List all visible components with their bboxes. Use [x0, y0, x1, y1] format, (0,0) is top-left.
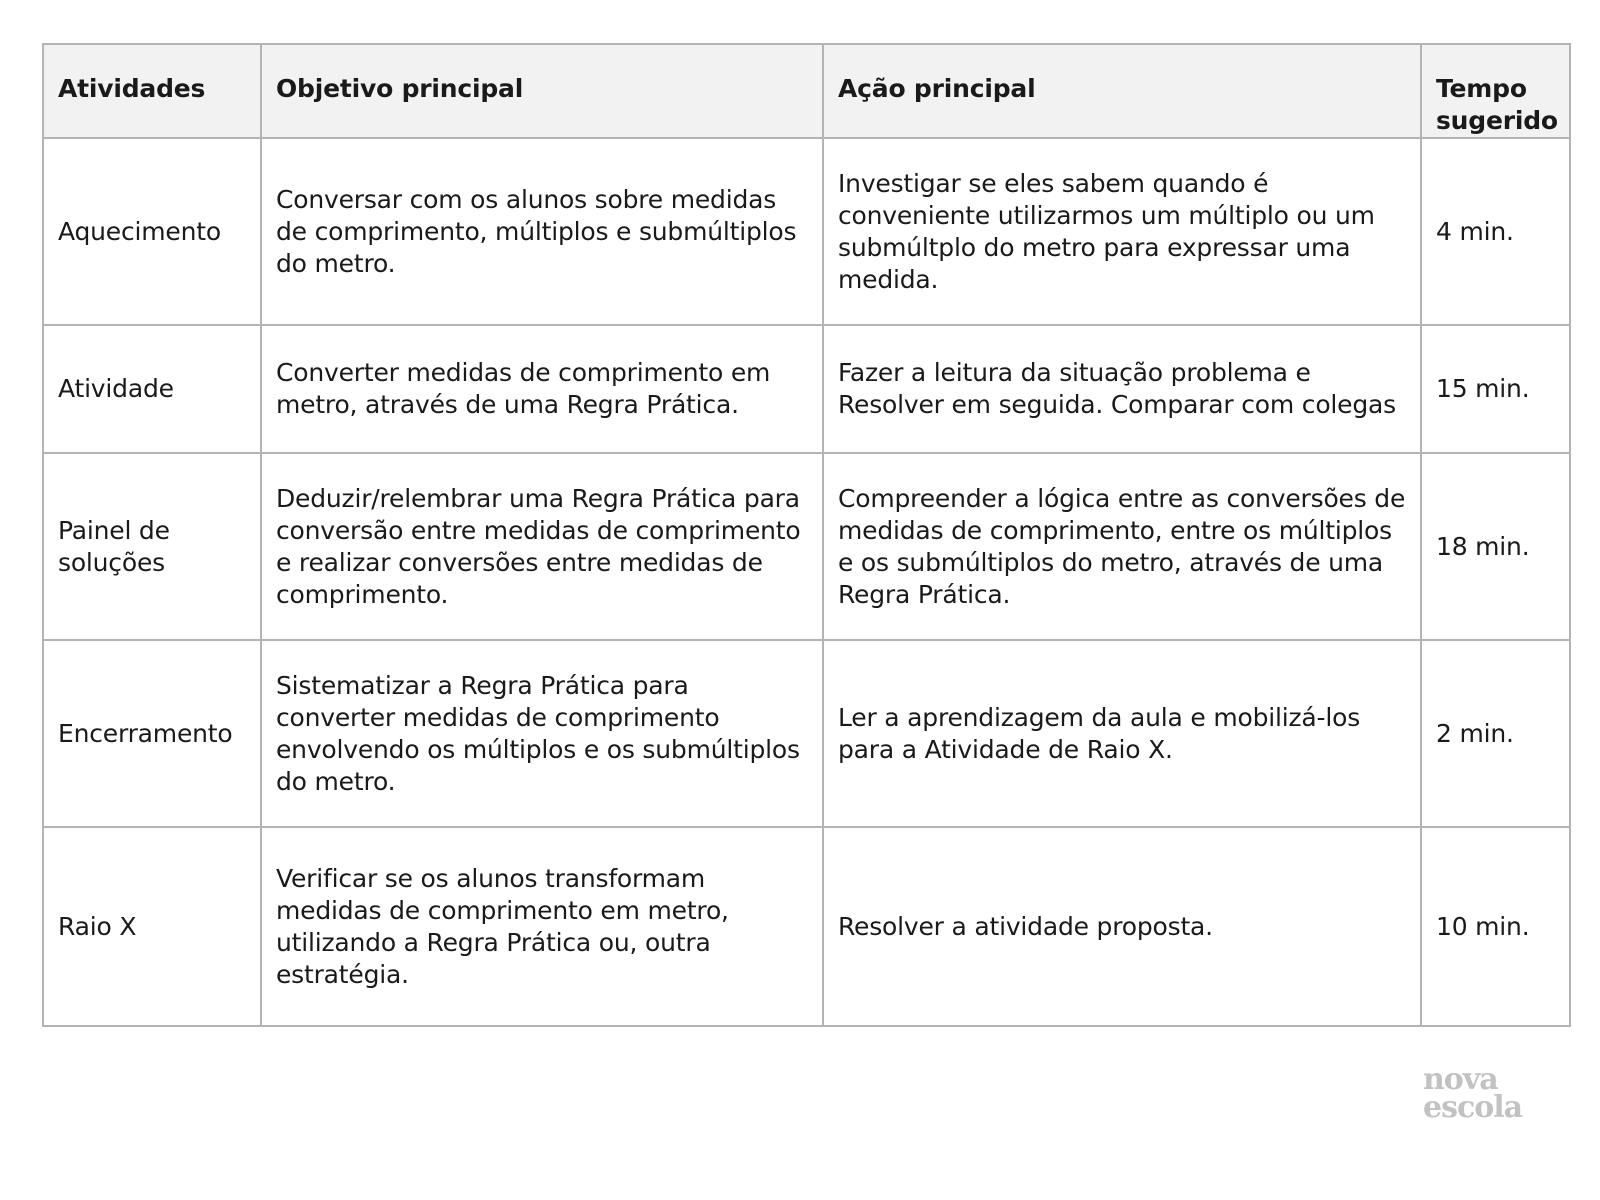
cell-objetivo: Converter medidas de comprimento em metro, através de uma Regra Prática. — [261, 325, 823, 453]
cell-acao: Ler a aprendizagem da aula e mobilizá-los para a Atividade de Raio X. — [823, 640, 1421, 827]
table-row — [43, 325, 1570, 453]
logo-line-2: escola — [1423, 1090, 1523, 1125]
nova-escola-logo — [1423, 1062, 1523, 1125]
logo-line-1: nova — [1423, 1062, 1498, 1097]
cell-atividade: Raio X — [43, 827, 261, 1026]
cell-atividade: Painel de soluções — [43, 453, 261, 640]
cell-objetivo: Verificar se os alunos transformam medidas de comprimento em metro, utilizando a Regra Prática ou, outra estratégia. — [261, 827, 823, 1026]
cell-tempo: 4 min. — [1421, 138, 1570, 325]
cell-objetivo: Sistematizar a Regra Prática para converter medidas de comprimento envolvendo os múltiplos e os submúltiplos do metro. — [261, 640, 823, 827]
cell-objetivo: Conversar com os alunos sobre medidas de comprimento, múltiplos e submúltiplos do metro. — [261, 138, 823, 325]
cell-atividade: Atividade — [43, 325, 261, 453]
cell-tempo: 2 min. — [1421, 640, 1570, 827]
cell-acao: Compreender a lógica entre as conversões de medidas de comprimento, entre os múltiplos e os submúltiplos do metro, através de uma Regra Prática. — [823, 453, 1421, 640]
table-row — [43, 640, 1570, 827]
cell-acao: Fazer a leitura da situação problema e Resolver em seguida. Comparar com colegas — [823, 325, 1421, 453]
header-atividades: Atividades — [43, 44, 261, 138]
header-objetivo-principal: Objetivo principal — [261, 44, 823, 138]
cell-tempo: 18 min. — [1421, 453, 1570, 640]
cell-atividade: Aquecimento — [43, 138, 261, 325]
cell-atividade: Encerramento — [43, 640, 261, 827]
header-acao-principal: Ação principal — [823, 44, 1421, 138]
table-row — [43, 453, 1570, 640]
header-tempo-sugerido: Tempo sugerido — [1421, 44, 1570, 138]
table-row — [43, 827, 1570, 1026]
cell-acao: Resolver a atividade proposta. — [823, 827, 1421, 1026]
cell-acao: Investigar se eles sabem quando é conveniente utilizarmos um múltiplo ou um submúltplo do metro para expressar uma medida. — [823, 138, 1421, 325]
table-row — [43, 138, 1570, 325]
table-header-row — [43, 44, 1570, 138]
cell-tempo: 10 min. — [1421, 827, 1570, 1026]
cell-objetivo: Deduzir/relembrar uma Regra Prática para conversão entre medidas de comprimento e realizar conversões entre medidas de comprimento. — [261, 453, 823, 640]
cell-tempo: 15 min. — [1421, 325, 1570, 453]
lesson-plan-table — [42, 43, 1571, 1027]
